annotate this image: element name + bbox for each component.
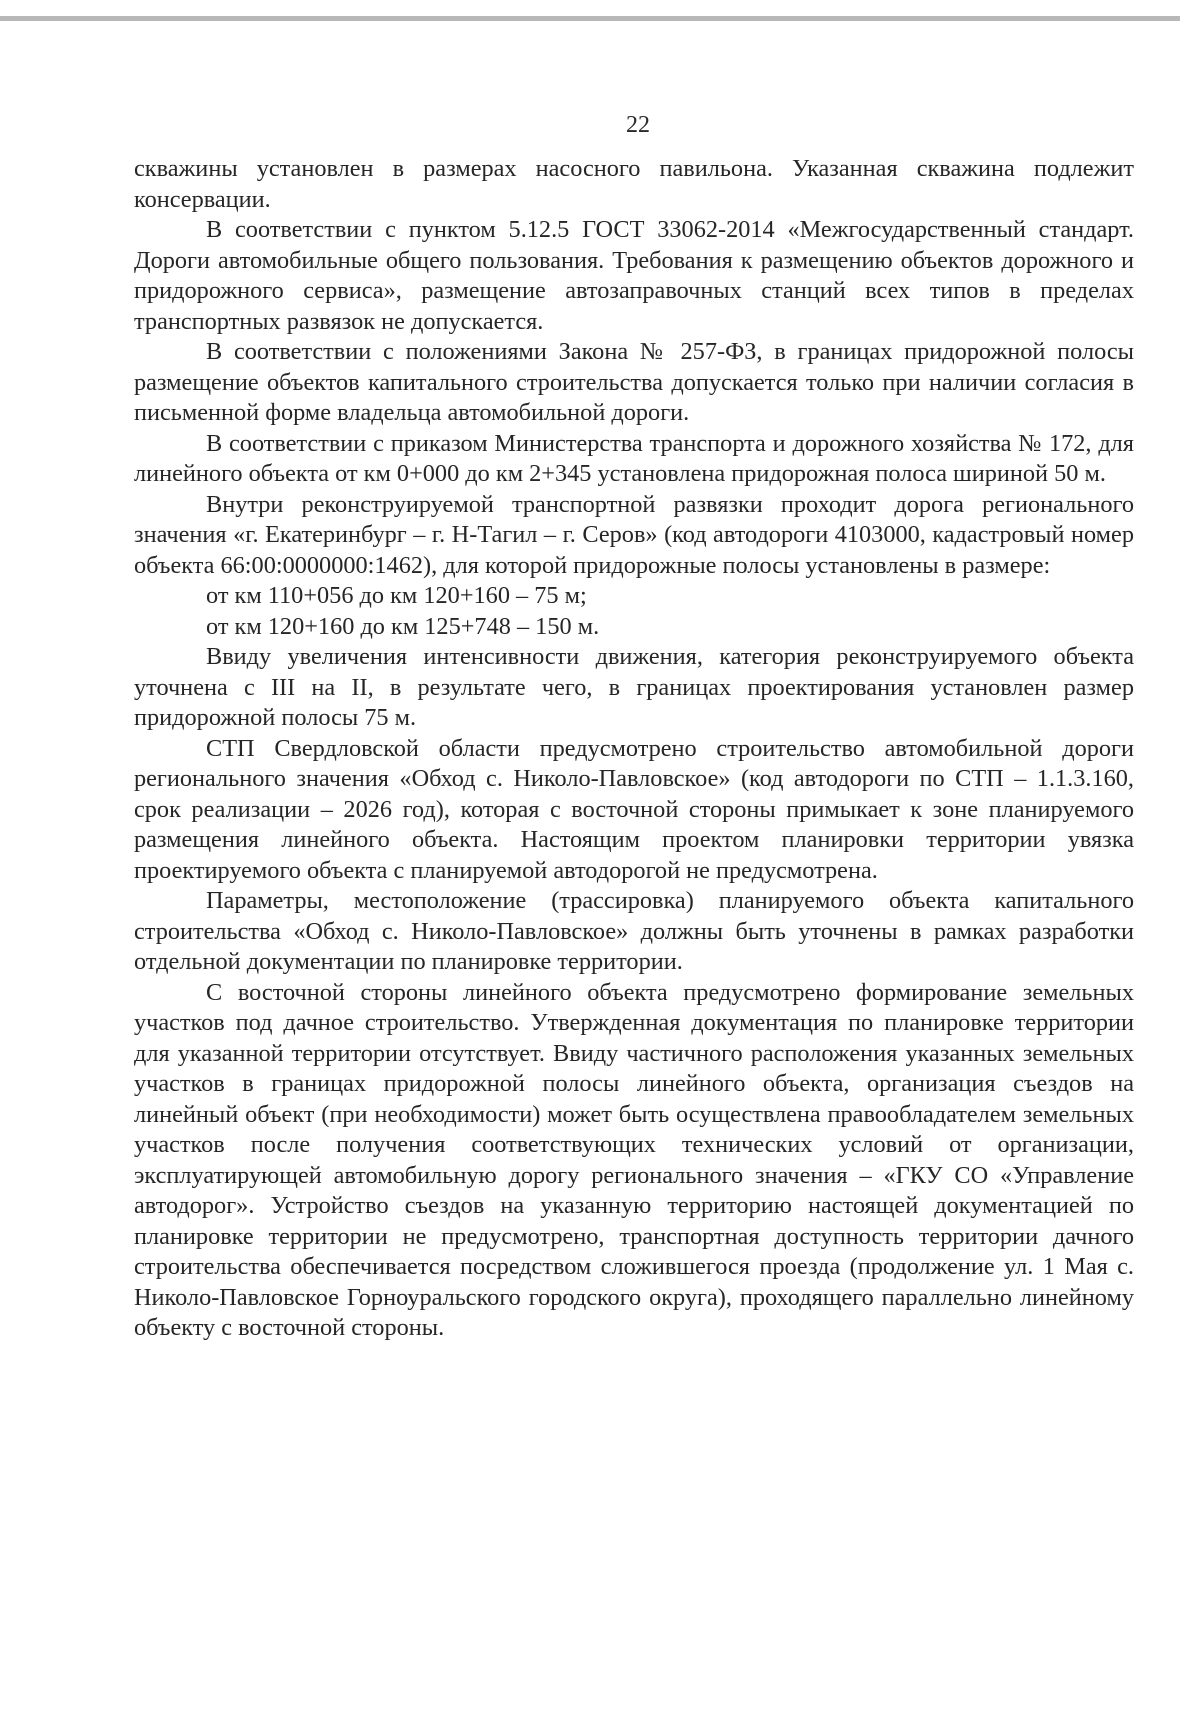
paragraph-stp-bypass: СТП Свердловской области предусмотрено строительство автомобильной дороги регионального значения «Обход с. Николо-Павловское» (код автодороги по СТП – 1.1.3.160, срок реализации – 2026 год), которая с восточной стороны примыкает к зоне планируемого размещения линейного объекта. Настоящим проектом планировки территории увязка проектируемого объекта с планируемой автодорогой не предусмотрена. <box>134 734 1134 884</box>
paragraph-category-change: Ввиду увеличения интенсивности движения, категория реконструируемого объекта уточнена с III на II, в результате чего, в границах проектирования установлен размер придорожной полосы 75 м. <box>134 643 1134 731</box>
paragraph-law-257: В соответствии с положениями Закона № 257-ФЗ, в границах придорожной полосы размещение объектов капитального строительства допускается только при наличии согласия в письменной форме владельца автомобильной дороги. <box>134 338 1134 426</box>
document-body <box>134 154 1134 1344</box>
paragraph-order-172: В соответствии с приказом Министерства транспорта и дорожного хозяйства № 172, для линейного объекта от км 0+000 до км 2+345 установлена придорожная полоса шириной 50 м. <box>134 429 1134 487</box>
paragraph-continued: скважины установлен в размерах насосного павильона. Указанная скважина подлежит консервации. <box>134 155 1134 213</box>
paragraph-regional-road: Внутри реконструируемой транспортной развязки проходит дорога регионального значения «г. Екатеринбург – г. Н-Тагил – г. Серов» (код автодороги 4103000, кадастровый номер объекта 66:00:0000000:1462), для которой придорожные полосы установлены в размере: <box>134 490 1134 579</box>
roadside-range-item: от км 110+056 до км 120+160 – 75 м; <box>206 582 587 609</box>
paragraph-bypass-parameters: Параметры, местоположение (трассировка) планируемого объекта капитального строительства «Обход с. Николо-Павловское» должны быть уточнены в рамках разработки отдельной документации по планировке территории. <box>134 887 1134 975</box>
paragraph-land-plots: С восточной стороны линейного объекта предусмотрено формирование земельных участков под дачное строительство. Утвержденная документация по планировке территории для указанной территории отсутствует. Ввиду частичного расположения указанных земельных участков в границах придорожной полосы линейного объекта, организация съездов на линейный объект (при необходимости) может быть осуществлена правообладателем земельных участков после получения соответствующих технических условий от организации, эксплуатирующей автомобильную дорогу регионального значения – «ГКУ СО «Управление автодорог». Устройство съездов на указанную территорию настоящей документацией по планировке территории не предусмотрено, транспортная доступность территории дачного строительства обеспечивается посредством сложившегося проезда (продолжение ул. 1 Мая с. Николо-Павловское Горноуральского городского округа), проходящего параллельно линейному объекту с восточной стороны. <box>134 978 1134 1341</box>
roadside-range-item: от км 120+160 до км 125+748 – 150 м. <box>206 612 600 640</box>
top-scan-edge <box>0 16 1180 21</box>
paragraph-gost-requirement: В соответствии с пунктом 5.12.5 ГОСТ 33062-2014 «Межгосударственный стандарт. Дороги автомобильные общего пользования. Требования к размещению объектов дорожного и придорожного сервиса», размещение автозаправочных станций всех типов в пределах транспортных развязок не допускается. <box>134 216 1134 335</box>
page-number: 22 <box>626 112 650 138</box>
